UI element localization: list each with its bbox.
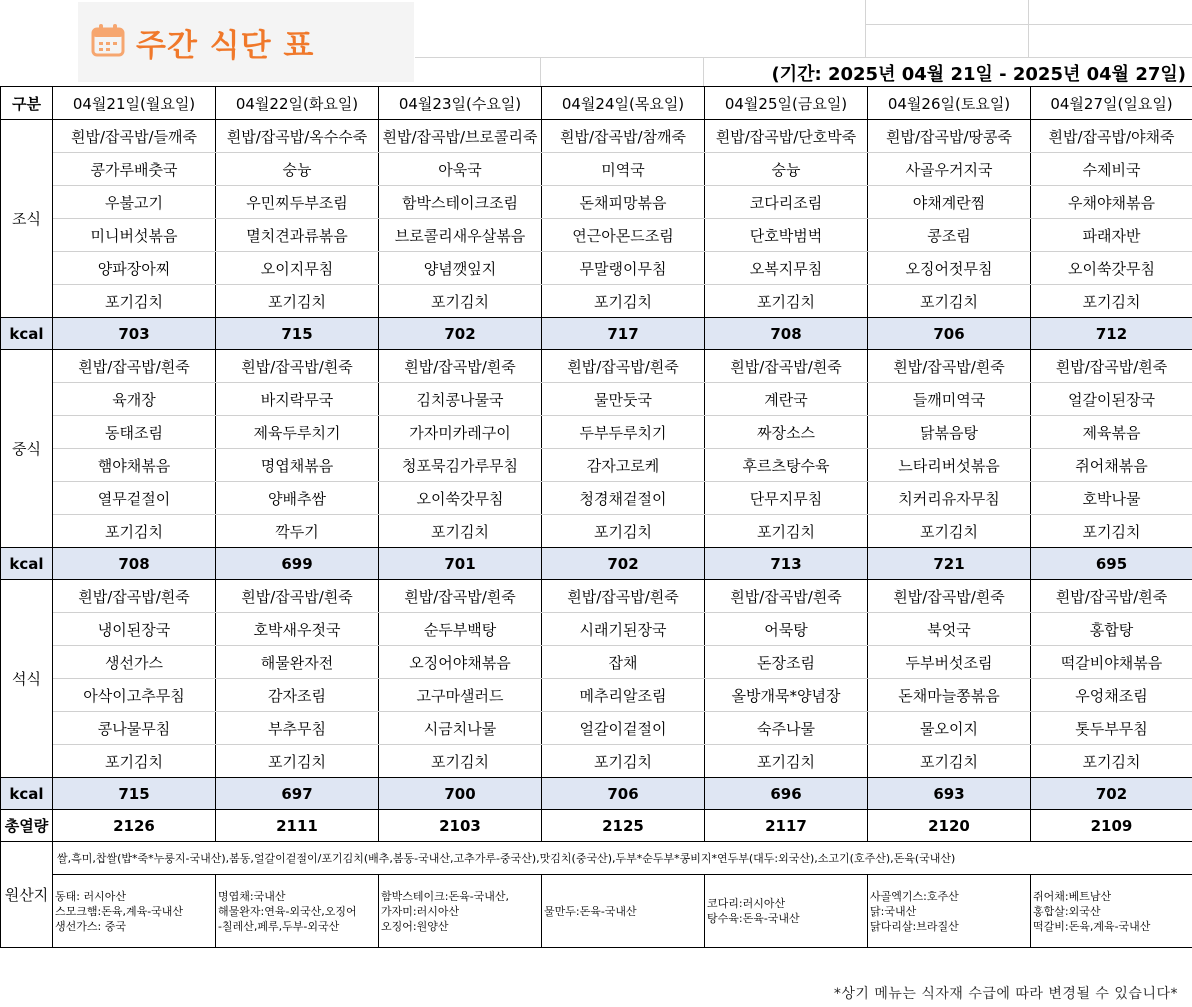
menu-item: 단무지무침 [705,482,868,515]
menu-item: 오복지무침 [705,252,868,285]
meal-row [1,515,1192,548]
menu-item: 포기김치 [53,745,216,778]
menu-item: 생선가스 [53,646,216,679]
menu-item: 치커리유자무침 [868,482,1031,515]
menu-item: 얼갈이겉절이 [542,712,705,745]
origin-line: 명엽채:국내산 [218,889,286,903]
footnote: *상기 메뉴는 식자재 수급에 따라 변경될 수 있습니다* [833,986,1178,1002]
menu-item: 수제비국 [1031,153,1192,186]
kcal-value: 702 [1031,778,1192,810]
menu-item: 순두부백탕 [379,613,542,646]
origin-line: 해물완자:연육-외국산,오징어 [218,904,357,918]
menu-item: 얼갈이된장국 [1031,383,1192,416]
title-banner [78,2,414,82]
menu-item: 포기김치 [1031,515,1192,548]
menu-item: 가자미카레구이 [379,416,542,449]
menu-item: 홍합탕 [1031,613,1192,646]
origin-line: 홍합살:외국산 [1033,904,1101,918]
origin-line: 떡갈비:돈육,계육-국내산 [1033,919,1151,933]
kcal-value: 702 [542,548,705,580]
origin-line: 함박스테이크:돈육-국내산, [381,889,510,903]
menu-item: 흰밥/잡곡밥/브로콜리죽 [379,120,542,153]
kcal-value: 717 [542,318,705,350]
meal-label: 조식 [1,120,53,318]
menu-item: 포기김치 [379,515,542,548]
menu-item: 해물완자전 [216,646,379,679]
day-header: 04월22일(화요일) [216,87,379,120]
menu-item: 돈채피망볶음 [542,186,705,219]
day-header: 04월27일(일요일) [1031,87,1192,120]
origin-day [868,875,1031,948]
kcal-row [1,778,1192,810]
kcal-value: 713 [705,548,868,580]
meal-row [1,646,1192,679]
menu-item: 육개장 [53,383,216,416]
total-value: 2103 [379,810,542,842]
menu-item: 포기김치 [379,745,542,778]
menu-item: 물오이지 [868,712,1031,745]
total-value: 2117 [705,810,868,842]
menu-item: 콩나물무침 [53,712,216,745]
menu-item: 포기김치 [216,285,379,318]
kcal-value: 699 [216,548,379,580]
header-label: 구분 [1,87,53,120]
menu-item: 어묵탕 [705,613,868,646]
menu-item: 오이쑥갓무침 [379,482,542,515]
menu-table [0,86,1192,948]
menu-item: 흰밥/잡곡밥/흰죽 [216,350,379,383]
menu-item: 양파장아찌 [53,252,216,285]
menu-item: 오이쑥갓무침 [1031,252,1192,285]
meal-row [1,416,1192,449]
menu-item: 흰밥/잡곡밥/흰죽 [542,350,705,383]
menu-item: 연근아몬드조림 [542,219,705,252]
kcal-value: 695 [1031,548,1192,580]
menu-item: 포기김치 [216,745,379,778]
origin-line: -칠레산,페루,두부-외국산 [218,919,340,933]
origin-day [1031,875,1192,948]
menu-item: 오징어야채볶음 [379,646,542,679]
menu-item: 숙주나물 [705,712,868,745]
menu-item: 깍두기 [216,515,379,548]
kcal-value: 708 [705,318,868,350]
menu-item: 짜장소스 [705,416,868,449]
menu-item: 감자고로케 [542,449,705,482]
kcal-value: 697 [216,778,379,810]
menu-item: 흰밥/잡곡밥/흰죽 [542,580,705,613]
menu-item: 오이지무침 [216,252,379,285]
kcal-value: 693 [868,778,1031,810]
menu-item: 포기김치 [868,285,1031,318]
menu-item: 청포묵김가루무침 [379,449,542,482]
menu-item: 아삭이고추무침 [53,679,216,712]
kcal-row [1,318,1192,350]
origin-line: 쥐어채:베트남산 [1033,889,1112,903]
meal-row [1,679,1192,712]
origin-row-all [1,842,1192,875]
origin-line: 물만두:돈육-국내산 [544,904,637,918]
menu-item: 시래기된장국 [542,613,705,646]
menu-item: 부추무침 [216,712,379,745]
menu-item: 포기김치 [705,745,868,778]
menu-item: 미역국 [542,153,705,186]
day-header: 04월24일(목요일) [542,87,705,120]
menu-item: 후르츠탕수육 [705,449,868,482]
menu-item: 올방개묵*양념장 [705,679,868,712]
total-value: 2109 [1031,810,1192,842]
kcal-value: 712 [1031,318,1192,350]
meal-label: 석식 [1,580,53,778]
menu-item: 멸치견과류볶음 [216,219,379,252]
menu-item: 단호박범벅 [705,219,868,252]
menu-item: 흰밥/잡곡밥/흰죽 [379,350,542,383]
origin-line: 닭다리살:브라질산 [870,919,959,933]
menu-item: 제육두루치기 [216,416,379,449]
menu-item: 흰밥/잡곡밥/단호박죽 [705,120,868,153]
total-value: 2120 [868,810,1031,842]
meal-row [1,252,1192,285]
menu-item: 포기김치 [705,285,868,318]
kcal-value: 715 [216,318,379,350]
menu-item: 포기김치 [379,285,542,318]
meal-row [1,613,1192,646]
origin-line: 탕수육:돈육-국내산 [707,912,800,925]
menu-item: 포기김치 [53,285,216,318]
meal-row [1,153,1192,186]
meal-row [1,285,1192,318]
menu-item: 흰밥/잡곡밥/흰죽 [1031,580,1192,613]
menu-item: 제육볶음 [1031,416,1192,449]
meal-row [1,186,1192,219]
kcal-value: 706 [542,778,705,810]
menu-item: 흰밥/잡곡밥/흰죽 [705,350,868,383]
menu-item: 우엉채조림 [1031,679,1192,712]
menu-item: 포기김치 [868,745,1031,778]
menu-item: 냉이된장국 [53,613,216,646]
total-value: 2125 [542,810,705,842]
kcal-label: kcal [1,548,53,580]
meal-row [1,120,1192,153]
menu-item: 시금치나물 [379,712,542,745]
origin-row-days [1,875,1192,948]
menu-item: 오징어젓무침 [868,252,1031,285]
kcal-value: 696 [705,778,868,810]
meal-row [1,712,1192,745]
menu-item: 동태조림 [53,416,216,449]
total-row [1,810,1192,842]
day-header: 04월26일(토요일) [868,87,1031,120]
kcal-value: 703 [53,318,216,350]
origin-line: 닭:국내산 [870,904,917,918]
page-title: 주간 식단 표 [136,27,315,64]
menu-item: 흰밥/잡곡밥/흰죽 [216,580,379,613]
menu-item: 흰밥/잡곡밥/흰죽 [868,580,1031,613]
menu-item: 북엇국 [868,613,1031,646]
menu-item: 우채야채볶음 [1031,186,1192,219]
menu-item: 햄야채볶음 [53,449,216,482]
origin-line: 코다리:러시아산 [707,897,786,910]
meal-row [1,350,1192,383]
kcal-value: 700 [379,778,542,810]
menu-item: 숭늉 [705,153,868,186]
menu-item: 함박스테이크조림 [379,186,542,219]
menu-item: 포기김치 [1031,285,1192,318]
menu-item: 느타리버섯볶음 [868,449,1031,482]
menu-item: 포기김치 [53,515,216,548]
origin-day [53,875,216,948]
menu-item: 파래자반 [1031,219,1192,252]
menu-item: 들깨미역국 [868,383,1031,416]
menu-item: 우민찌두부조림 [216,186,379,219]
menu-item: 고구마샐러드 [379,679,542,712]
origin-line: 스모크햄:돈육,계육-국내산 [55,904,184,918]
origin-day [379,875,542,948]
meal-row [1,449,1192,482]
menu-item: 감자조림 [216,679,379,712]
menu-item: 포기김치 [542,745,705,778]
menu-item: 야채계란찜 [868,186,1031,219]
kcal-label: kcal [1,778,53,810]
origin-line: 동태: 러시아산 [55,889,126,903]
origin-day [542,875,705,948]
menu-item: 김치콩나물국 [379,383,542,416]
menu-item: 돈채마늘쫑볶음 [868,679,1031,712]
menu-item: 미니버섯볶음 [53,219,216,252]
kcal-value: 708 [53,548,216,580]
total-value: 2126 [53,810,216,842]
origin-label: 원산지 [1,842,53,948]
menu-item: 물만둣국 [542,383,705,416]
origin-day [705,875,868,948]
menu-item: 잡채 [542,646,705,679]
menu-item: 흰밥/잡곡밥/흰죽 [705,580,868,613]
meal-label: 중식 [1,350,53,548]
menu-item: 쥐어채볶음 [1031,449,1192,482]
menu-item: 흰밥/잡곡밥/야채죽 [1031,120,1192,153]
origin-line: 사골엑기스:호주산 [870,889,959,903]
total-label: 총열량 [1,810,53,842]
menu-item: 코다리조림 [705,186,868,219]
menu-item: 콩조림 [868,219,1031,252]
origin-line: 생선가스: 중국 [55,919,126,933]
total-value: 2111 [216,810,379,842]
menu-item: 돈장조림 [705,646,868,679]
meal-row [1,745,1192,778]
kcal-value: 721 [868,548,1031,580]
menu-item: 두부버섯조림 [868,646,1031,679]
menu-item: 바지락무국 [216,383,379,416]
origin-line: 가자미:러시아산 [381,904,460,918]
menu-item: 흰밥/잡곡밥/땅콩죽 [868,120,1031,153]
menu-item: 흰밥/잡곡밥/흰죽 [1031,350,1192,383]
menu-item: 포기김치 [542,515,705,548]
menu-item: 흰밥/잡곡밥/흰죽 [379,580,542,613]
menu-item: 두부두루치기 [542,416,705,449]
meal-row [1,482,1192,515]
header-row [1,87,1192,120]
kcal-value: 702 [379,318,542,350]
calendar-icon [90,23,126,61]
menu-item: 아욱국 [379,153,542,186]
menu-item: 흰밥/잡곡밥/옥수수죽 [216,120,379,153]
kcal-value: 706 [868,318,1031,350]
menu-item: 계란국 [705,383,868,416]
menu-item: 흰밥/잡곡밥/흰죽 [868,350,1031,383]
menu-item: 포기김치 [1031,745,1192,778]
day-header: 04월23일(수요일) [379,87,542,120]
menu-item: 우불고기 [53,186,216,219]
menu-item: 호박나물 [1031,482,1192,515]
origin-common: 쌀,흑미,찹쌀(밥*죽*누룽지-국내산),봄동,얼갈이겉절이/포기김치(배추,봄동-국내산,고추가루-중국산),맛김치(중국산),두부*순두부*콩비지*연두부(대두:외국산),소고기(호주산),돈육(국내산) [53,842,1192,875]
menu-item: 포기김치 [542,285,705,318]
menu-item: 흰밥/잡곡밥/참깨죽 [542,120,705,153]
kcal-value: 701 [379,548,542,580]
menu-item: 열무겉절이 [53,482,216,515]
menu-item: 숭늉 [216,153,379,186]
menu-item: 흰밥/잡곡밥/들깨죽 [53,120,216,153]
kcal-label: kcal [1,318,53,350]
menu-item: 흰밥/잡곡밥/흰죽 [53,580,216,613]
menu-item: 양배추쌈 [216,482,379,515]
day-header: 04월21일(월요일) [53,87,216,120]
menu-item: 콩가루배춧국 [53,153,216,186]
menu-item: 포기김치 [868,515,1031,548]
menu-item: 톳두부무침 [1031,712,1192,745]
menu-item: 메추리알조림 [542,679,705,712]
menu-item: 닭볶음탕 [868,416,1031,449]
meal-row [1,580,1192,613]
menu-item: 청경채겉절이 [542,482,705,515]
kcal-row [1,548,1192,580]
meal-row [1,383,1192,416]
menu-item: 흰밥/잡곡밥/흰죽 [53,350,216,383]
menu-item: 양념깻잎지 [379,252,542,285]
meal-row [1,219,1192,252]
menu-item: 떡갈비야채볶음 [1031,646,1192,679]
menu-item: 무말랭이무침 [542,252,705,285]
menu-item: 포기김치 [705,515,868,548]
menu-item: 브로콜리새우살볶음 [379,219,542,252]
menu-item: 명엽채볶음 [216,449,379,482]
menu-item: 사골우거지국 [868,153,1031,186]
period-text: (기간: 2025년 04월 21일 - 2025년 04월 27일) [771,64,1186,85]
menu-item: 호박새우젓국 [216,613,379,646]
kcal-value: 715 [53,778,216,810]
origin-day [216,875,379,948]
origin-line: 오징어:원양산 [381,919,449,933]
day-header: 04월25일(금요일) [705,87,868,120]
